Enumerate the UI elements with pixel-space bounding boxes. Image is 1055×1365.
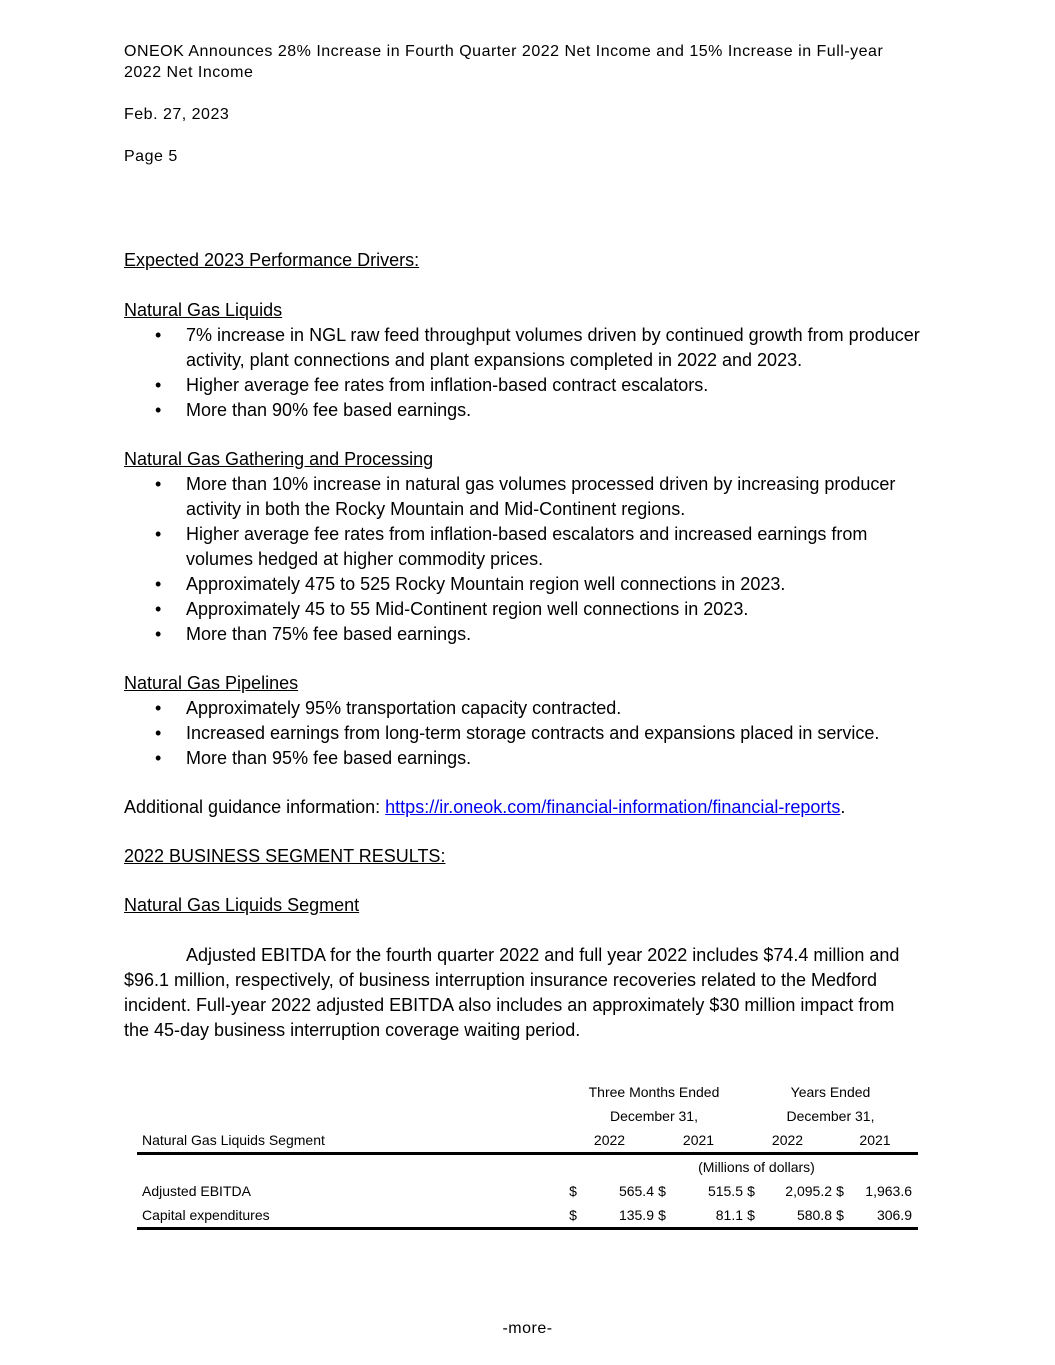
segment-heading: Natural Gas Liquids Segment [124,895,360,915]
list-item: • 7% increase in NGL raw feed throughput volumes driven by continued growth from producer activity, plant connections and plant expansions completed in 2022 and 2023. [124,323,924,373]
currency-sign: $ [658,1207,666,1223]
table-row [137,1203,918,1229]
table-cell: 306.9 [876,1207,912,1223]
table-cell: 81.1 [715,1207,743,1223]
pipelines-heading: Natural Gas Pipelines [124,673,299,693]
pipelines-bullet-list [124,696,924,771]
currency-sign: $ [569,1183,577,1199]
table-cell: 1,963.6 [865,1183,912,1199]
row-label: Capital expenditures [142,1207,270,1223]
currency-sign: $ [836,1207,844,1223]
currency-sign: $ [747,1183,755,1199]
year-column-header: 2022 [771,1132,804,1148]
guidance-prefix: Additional guidance information: [124,797,386,817]
list-item: • Approximately 95% transportation capacity contracted. [124,696,924,721]
list-item: • Increased earnings from long-term storage contracts and expansions placed in service. [124,721,924,746]
table-cell: 515.5 [707,1183,743,1199]
year-column-header: 2021 [859,1132,891,1148]
group1-header-line2: December 31, [610,1108,698,1124]
release-date: Feb. 27, 2023 [124,106,230,123]
segment-paragraph-text: Adjusted EBITDA for the fourth quarter 2022 and full year 2022 includes $74.4 million and $96.1 million, respectively, of business interruption insurance recoveries related to the Medford incident. Full-year 2022 adjusted EBITDA also includes an approximately $30 million impact from the 45-day business interruption coverage waiting period. [124,945,900,1040]
results-heading: 2022 BUSINESS SEGMENT RESULTS: [124,846,446,866]
table-cell: 580.8 [796,1207,832,1223]
list-item: • More than 95% fee based earnings. [124,746,924,771]
gathering-bullet-list [124,472,924,647]
list-item: • Higher average fee rates from inflation-based contract escalators. [124,373,924,398]
guidance-suffix: . [840,797,846,817]
segment-paragraph [124,943,924,1043]
list-item: • Approximately 475 to 525 Rocky Mountain region well connections in 2023. [124,572,924,597]
ngl-heading: Natural Gas Liquids [124,300,283,320]
year-column-header: 2022 [593,1132,626,1148]
list-item: • More than 10% increase in natural gas volumes processed driven by increasing producer activity in both the Rocky Mountain and Mid-Continent regions. [124,472,924,522]
currency-sign: $ [569,1207,577,1223]
currency-sign: $ [836,1183,844,1199]
group2-header-line2: December 31, [786,1108,875,1124]
currency-sign: $ [658,1183,666,1199]
year-column-header: 2021 [682,1132,715,1148]
list-item: • Higher average fee rates from inflation-based escalators and increased earnings from volumes hedged at higher commodity prices. [124,522,924,572]
row-label: Adjusted EBITDA [142,1183,251,1199]
list-item: • More than 75% fee based earnings. [124,622,924,647]
table-row-header: Natural Gas Liquids Segment [142,1132,325,1148]
table-row [137,1179,918,1203]
ngl-bullet-list [124,323,924,423]
more-footer: -more- [502,1320,553,1337]
table-cell: 135.9 [618,1207,654,1223]
gathering-heading: Natural Gas Gathering and Processing [124,449,434,469]
group2-header-line1: Years Ended [790,1084,871,1100]
list-item: • Approximately 45 to 55 Mid-Continent region well connections in 2023. [124,597,924,622]
financial-reports-link[interactable]: https://ir.oneok.com/financial-information/financial-reports [385,797,841,817]
group1-header-line1: Three Months Ended [588,1084,720,1100]
table-cell: 565.4 [618,1183,654,1199]
units-label: (Millions of dollars) [698,1159,815,1175]
page-title: ONEOK Announces 28% Increase in Fourth Quarter 2022 Net Income and 15% Increase in Full-year 2022 Net Income [124,43,884,81]
list-item: • More than 90% fee based earnings. [124,398,924,423]
ngl-segment-table [137,1080,918,1230]
drivers-heading: Expected 2023 Performance Drivers: [124,250,420,270]
currency-sign: $ [747,1207,755,1223]
page-number: Page 5 [124,148,178,165]
guidance-line [124,795,924,820]
table-cell: 2,095.2 [785,1183,832,1199]
